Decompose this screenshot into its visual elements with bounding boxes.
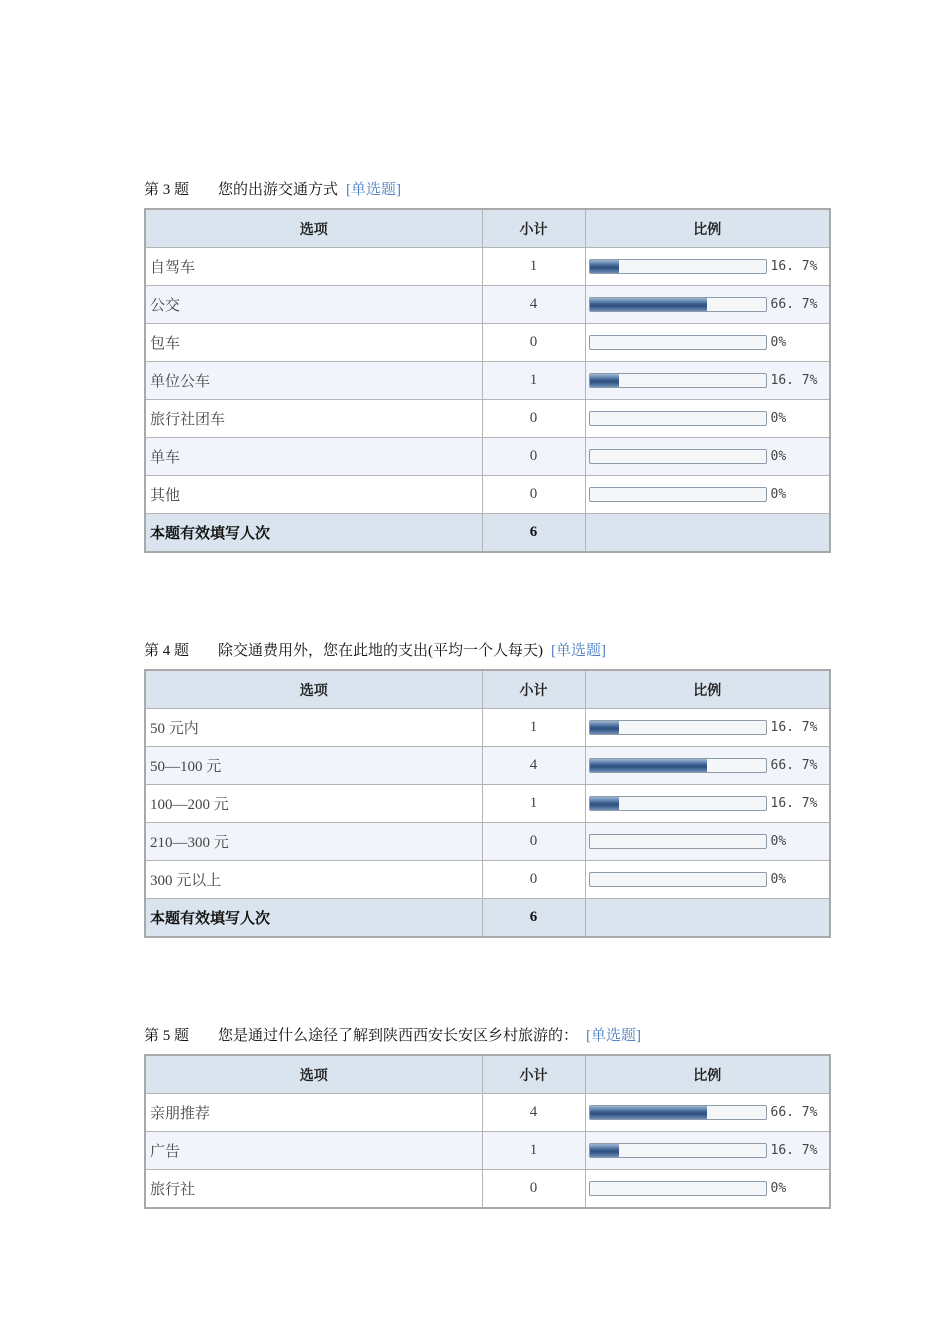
option-label: 210—300 元: [145, 823, 482, 861]
question-block: [144, 1026, 829, 1209]
ratio-bar: [589, 449, 767, 464]
option-ratio: [585, 785, 830, 823]
option-count: 1: [482, 362, 585, 400]
option-ratio: [585, 400, 830, 438]
option-label: 包车: [145, 324, 482, 362]
column-header: 选项: [145, 670, 482, 709]
column-header: 选项: [145, 1055, 482, 1094]
question-text: 除交通费用外，您在此地的支出(平均一个人每天): [218, 643, 543, 659]
option-ratio: [585, 362, 830, 400]
ratio-percent: 16. 7%: [770, 1143, 818, 1159]
table-row: [145, 324, 830, 362]
option-ratio: [585, 1132, 830, 1170]
table-row: [145, 1170, 830, 1209]
question-number: 第 3 题: [144, 182, 190, 198]
ratio-percent: 0%: [770, 335, 787, 351]
total-label: 本题有效填写人次: [145, 514, 482, 553]
results-table: [144, 208, 831, 553]
results-table: [144, 1054, 831, 1209]
option-count: 1: [482, 785, 585, 823]
option-count: 4: [482, 286, 585, 324]
ratio-bar-fill: [590, 797, 619, 810]
question-type-link[interactable]: [单选题]: [551, 643, 606, 659]
ratio-bar: [589, 487, 767, 502]
table-row: [145, 286, 830, 324]
question-type-link[interactable]: [单选题]: [346, 182, 402, 198]
table-row: [145, 785, 830, 823]
column-header: 小计: [482, 1055, 585, 1094]
ratio-bar: [589, 335, 767, 350]
total-row: [145, 899, 830, 938]
option-ratio: [585, 438, 830, 476]
question-text: 您的出游交通方式: [218, 182, 339, 198]
option-count: 4: [482, 747, 585, 785]
ratio-percent: 66. 7%: [770, 758, 818, 774]
column-header: 小计: [482, 209, 585, 248]
question-block: [144, 641, 829, 938]
option-ratio: [585, 747, 830, 785]
ratio-percent: 0%: [770, 834, 787, 850]
ratio-percent: 0%: [770, 449, 787, 465]
question-type-link[interactable]: [单选题]: [586, 1028, 642, 1044]
option-ratio: [585, 1094, 830, 1132]
ratio-bar: [589, 720, 767, 735]
question-number: 第 4 题: [144, 643, 190, 659]
ratio-bar-fill: [590, 721, 619, 734]
total-empty-cell: [585, 899, 830, 938]
question-title: [144, 180, 829, 208]
option-label: 自驾车: [145, 248, 482, 286]
table-header-row: [145, 209, 830, 248]
column-header: 选项: [145, 209, 482, 248]
option-count: 0: [482, 324, 585, 362]
option-count: 1: [482, 709, 585, 747]
option-count: 0: [482, 438, 585, 476]
ratio-percent: 0%: [770, 411, 787, 427]
table-row: [145, 709, 830, 747]
ratio-percent: 16. 7%: [770, 796, 818, 812]
ratio-bar: [589, 1143, 767, 1158]
ratio-percent: 66. 7%: [770, 1105, 818, 1121]
table-header-row: [145, 1055, 830, 1094]
ratio-bar: [589, 259, 767, 274]
ratio-percent: 16. 7%: [770, 259, 818, 275]
option-count: 0: [482, 823, 585, 861]
ratio-bar-fill: [590, 1144, 619, 1157]
table-row: [145, 400, 830, 438]
option-ratio: [585, 709, 830, 747]
option-label: 50 元内: [145, 709, 482, 747]
option-label: 100—200 元: [145, 785, 482, 823]
option-count: 1: [482, 1132, 585, 1170]
option-label: 公交: [145, 286, 482, 324]
option-label: 旅行社: [145, 1170, 482, 1209]
ratio-bar-fill: [590, 374, 619, 387]
ratio-percent: 0%: [770, 487, 787, 503]
table-row: [145, 438, 830, 476]
question-text: 您是通过什么途径了解到陕西西安长安区乡村旅游的：: [218, 1028, 579, 1044]
question-number: 第 5 题: [144, 1028, 190, 1044]
option-label: 广告: [145, 1132, 482, 1170]
option-label: 300 元以上: [145, 861, 482, 899]
results-table: [144, 669, 831, 938]
ratio-bar-fill: [590, 260, 619, 273]
option-count: 4: [482, 1094, 585, 1132]
option-ratio: [585, 1170, 830, 1209]
question-title: [144, 1026, 829, 1054]
option-label: 50—100 元: [145, 747, 482, 785]
ratio-bar-fill: [590, 1106, 707, 1119]
ratio-bar: [589, 1105, 767, 1120]
ratio-percent: 0%: [770, 872, 787, 888]
option-label: 旅行社团车: [145, 400, 482, 438]
option-ratio: [585, 823, 830, 861]
column-header: 比例: [585, 209, 830, 248]
table-row: [145, 747, 830, 785]
option-ratio: [585, 476, 830, 514]
option-count: 0: [482, 861, 585, 899]
table-row: [145, 248, 830, 286]
total-row: [145, 514, 830, 553]
option-count: 0: [482, 1170, 585, 1209]
ratio-bar-fill: [590, 759, 707, 772]
table-row: [145, 1094, 830, 1132]
total-count: 6: [482, 514, 585, 553]
ratio-bar: [589, 834, 767, 849]
ratio-percent: 16. 7%: [770, 373, 818, 389]
question-block: [144, 180, 829, 553]
table-row: [145, 476, 830, 514]
column-header: 小计: [482, 670, 585, 709]
table-header-row: [145, 670, 830, 709]
table-row: [145, 1132, 830, 1170]
table-row: [145, 823, 830, 861]
column-header: 比例: [585, 670, 830, 709]
option-label: 单车: [145, 438, 482, 476]
option-count: 1: [482, 248, 585, 286]
column-header: 比例: [585, 1055, 830, 1094]
ratio-percent: 16. 7%: [770, 720, 818, 736]
ratio-bar: [589, 758, 767, 773]
table-row: [145, 362, 830, 400]
ratio-bar: [589, 872, 767, 887]
option-count: 0: [482, 476, 585, 514]
option-count: 0: [482, 400, 585, 438]
option-ratio: [585, 248, 830, 286]
option-ratio: [585, 861, 830, 899]
table-row: [145, 861, 830, 899]
ratio-bar: [589, 411, 767, 426]
total-count: 6: [482, 899, 585, 938]
ratio-bar: [589, 1181, 767, 1196]
question-title: [144, 641, 829, 669]
option-label: 单位公车: [145, 362, 482, 400]
ratio-percent: 66. 7%: [770, 297, 818, 313]
total-empty-cell: [585, 514, 830, 553]
option-label: 亲朋推荐: [145, 1094, 482, 1132]
total-label: 本题有效填写人次: [145, 899, 482, 938]
option-ratio: [585, 286, 830, 324]
ratio-percent: 0%: [770, 1181, 787, 1197]
option-label: 其他: [145, 476, 482, 514]
ratio-bar: [589, 796, 767, 811]
option-ratio: [585, 324, 830, 362]
ratio-bar: [589, 297, 767, 312]
ratio-bar: [589, 373, 767, 388]
ratio-bar-fill: [590, 298, 707, 311]
